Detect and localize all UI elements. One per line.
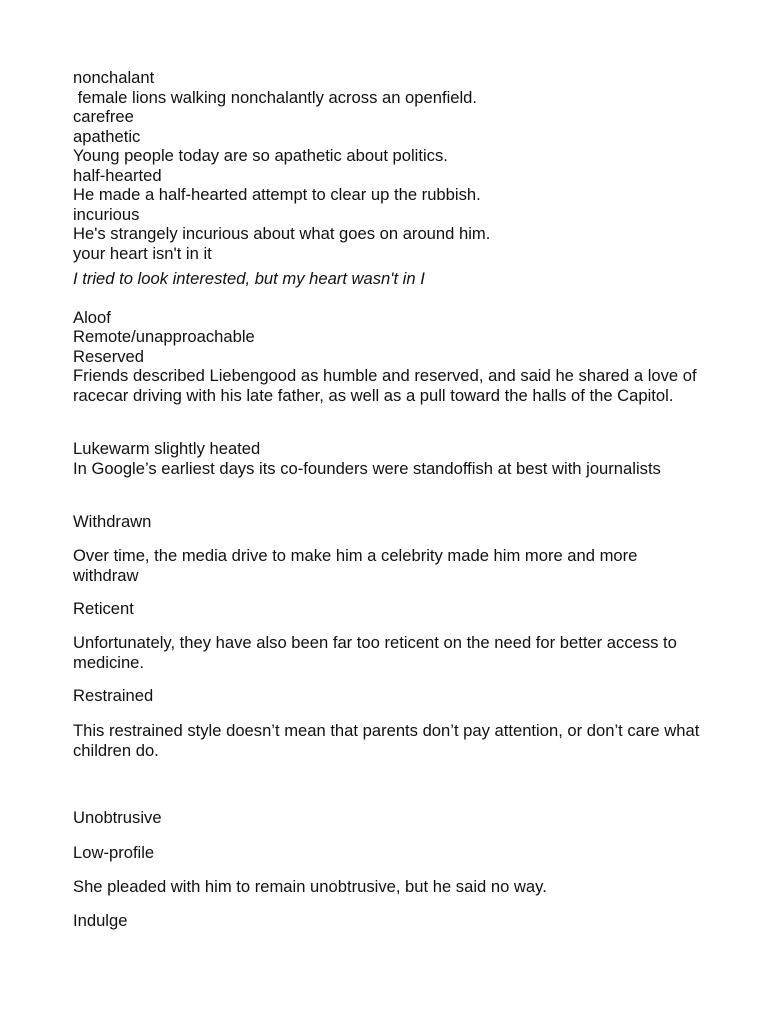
example-withdrawn: Over time, the media drive to make him a celebrity made him more and more withdraw xyxy=(73,546,638,585)
example-incurious: He's strangely incurious about what goes on around him. xyxy=(73,224,491,243)
word-indulge: Indulge xyxy=(73,911,128,930)
example-reserved: Friends described Liebengood as humble and reserved, and said he shared a love of racecar driving with his late father, as well as a pull toward the halls of the Capitol. xyxy=(73,366,697,405)
example-standoffish: In Google’s earliest days its co-founders were standoffish at best with journalists xyxy=(73,459,661,478)
example-unobtrusive: She pleaded with him to remain unobtrusive, but he said no way. xyxy=(73,877,547,896)
word-low-profile: Low-profile xyxy=(73,843,155,862)
example-reticent: Unfortunately, they have also been far too reticent on the need for better access to medicine. xyxy=(73,633,677,672)
word-unobtrusive: Unobtrusive xyxy=(73,808,162,827)
word-remote-unapproachable: Remote/unapproachable xyxy=(73,327,255,346)
word-carefree: carefree xyxy=(73,107,134,126)
word-withdrawn: Withdrawn xyxy=(73,512,152,531)
example-nonchalant: female lions walking nonchalantly across an openfield. xyxy=(73,88,478,107)
word-apathetic: apathetic xyxy=(73,127,141,146)
word-reserved: Reserved xyxy=(73,347,145,366)
word-reticent: Reticent xyxy=(73,599,134,618)
example-heart-not-in-it: I tried to look interested, but my heart wasn't in I xyxy=(73,269,425,288)
word-lukewarm: Lukewarm slightly heated xyxy=(73,439,261,458)
example-half-hearted: He made a half-hearted attempt to clear up the rubbish. xyxy=(73,185,481,204)
word-restrained: Restrained xyxy=(73,686,154,705)
word-aloof: Aloof xyxy=(73,308,111,327)
example-apathetic: Young people today are so apathetic about politics. xyxy=(73,146,448,165)
phrase-heart-not-in-it: your heart isn't in it xyxy=(73,244,212,263)
word-half-hearted: half-hearted xyxy=(73,166,162,185)
example-restrained: This restrained style doesn’t mean that parents don’t pay attention, or don’t care what children do. xyxy=(73,721,700,760)
word-incurious: incurious xyxy=(73,205,140,224)
word-nonchalant: nonchalant xyxy=(73,68,155,87)
